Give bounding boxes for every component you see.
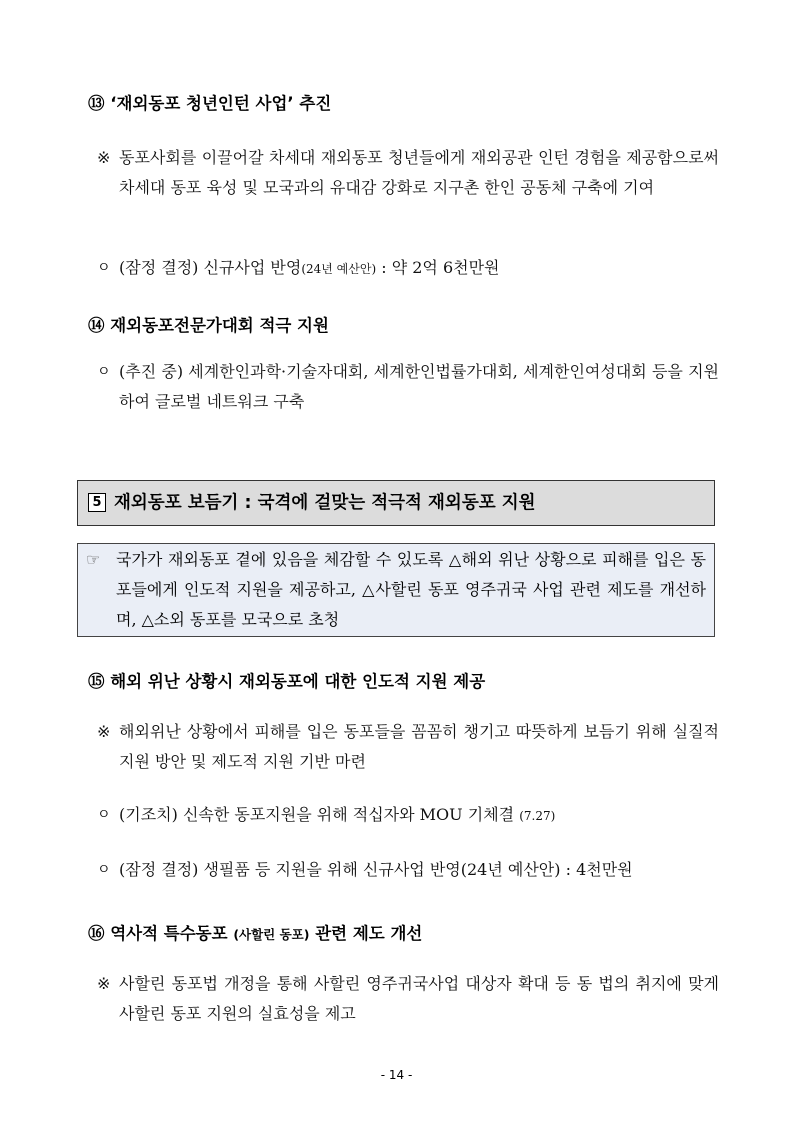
pointing-hand-icon: ☞ — [86, 550, 101, 569]
bullet-13-tail: : 약 2억 6천만원 — [376, 258, 500, 277]
heading-16-main: ⑯ 역사적 특수동포 — [88, 924, 234, 943]
section-5-summary — [77, 543, 715, 637]
heading-16-sub: (사할린 동포) — [233, 927, 310, 942]
bullet-14-text: (추진 중) 세계한인과학·기술자대회, 세계한인법률가대회, 세계한인여성대회 등을 지원하여 글로벌 네트워크 구축 — [119, 362, 719, 411]
heading-14: ⑭ 재외동포전문가대회 적극 지원 — [88, 316, 329, 335]
bullet-15-1-small: (7.27) — [519, 809, 556, 823]
circle-bullet: ㅇ — [97, 862, 111, 878]
circle-bullet: ㅇ — [97, 807, 111, 823]
page-number: - 14 - — [380, 1068, 413, 1082]
bullet-15-2-text: (잠정 결정) 생필품 등 지원을 위해 신규사업 반영(24년 예산안) : 4천만원 — [119, 860, 633, 879]
section-5-summary-text: 국가가 재외동포 곁에 있음을 체감할 수 있도록 △해외 위난 상황으로 피해를 입은 동포들에게 인도적 지원을 제공하고, △사할린 동포 영주귀국 사업 관련 제도를 개선하며, △소외 동포를 모국으로 초청 — [116, 550, 706, 629]
reference-mark: ※ — [97, 974, 111, 993]
circle-bullet: ㅇ — [97, 260, 111, 276]
circle-bullet: ㅇ — [97, 364, 111, 380]
bullet-13 — [97, 253, 719, 284]
bullet-14 — [97, 357, 719, 417]
heading-16 — [88, 922, 733, 947]
note-15-text: 해외위난 상황에서 피해를 입은 동포들을 꼼꼼히 챙기고 따뜻하게 보듬기 위해 실질적 지원 방안 및 제도적 지원 기반 마련 — [119, 722, 719, 771]
bullet-15-1-main: (기조치) 신속한 동포지원을 위해 적십자와 MOU 기체결 — [119, 805, 520, 824]
section-5-title: 재외동포 보듬기 : 국격에 걸맞는 적극적 재외동포 지원 — [114, 493, 536, 513]
note-16-text: 사할린 동포법 개정을 통해 사할린 영주귀국사업 대상자 확대 등 동 법의 취지에 맞게 사할린 동포 지원의 실효성을 제고 — [119, 974, 719, 1023]
reference-mark: ※ — [97, 722, 111, 741]
bullet-15-1 — [97, 800, 719, 831]
section-5-header — [77, 480, 715, 526]
reference-mark: ※ — [97, 148, 111, 167]
bullet-15-2 — [97, 855, 719, 885]
note-13 — [97, 143, 719, 203]
section-number-box: 5 — [88, 493, 106, 512]
heading-13: ⑬ ‘재외동포 청년인턴 사업’ 추진 — [88, 94, 332, 113]
bullet-13-small: (24년 예산안) — [301, 262, 377, 276]
heading-15: ⑮ 해외 위난 상황시 재외동포에 대한 인도적 지원 제공 — [88, 672, 486, 691]
note-16 — [97, 969, 719, 1029]
bullet-13-main: (잠정 결정) 신규사업 반영 — [119, 258, 302, 277]
heading-16-tail: 관련 제도 개선 — [309, 924, 423, 943]
note-15 — [97, 717, 719, 777]
note-13-text: 동포사회를 이끌어갈 차세대 재외동포 청년들에게 재외공관 인턴 경험을 제공함으로써 차세대 동포 육성 및 모국과의 유대감 강화로 지구촌 한인 공동체 구축에 기여 — [119, 148, 719, 197]
